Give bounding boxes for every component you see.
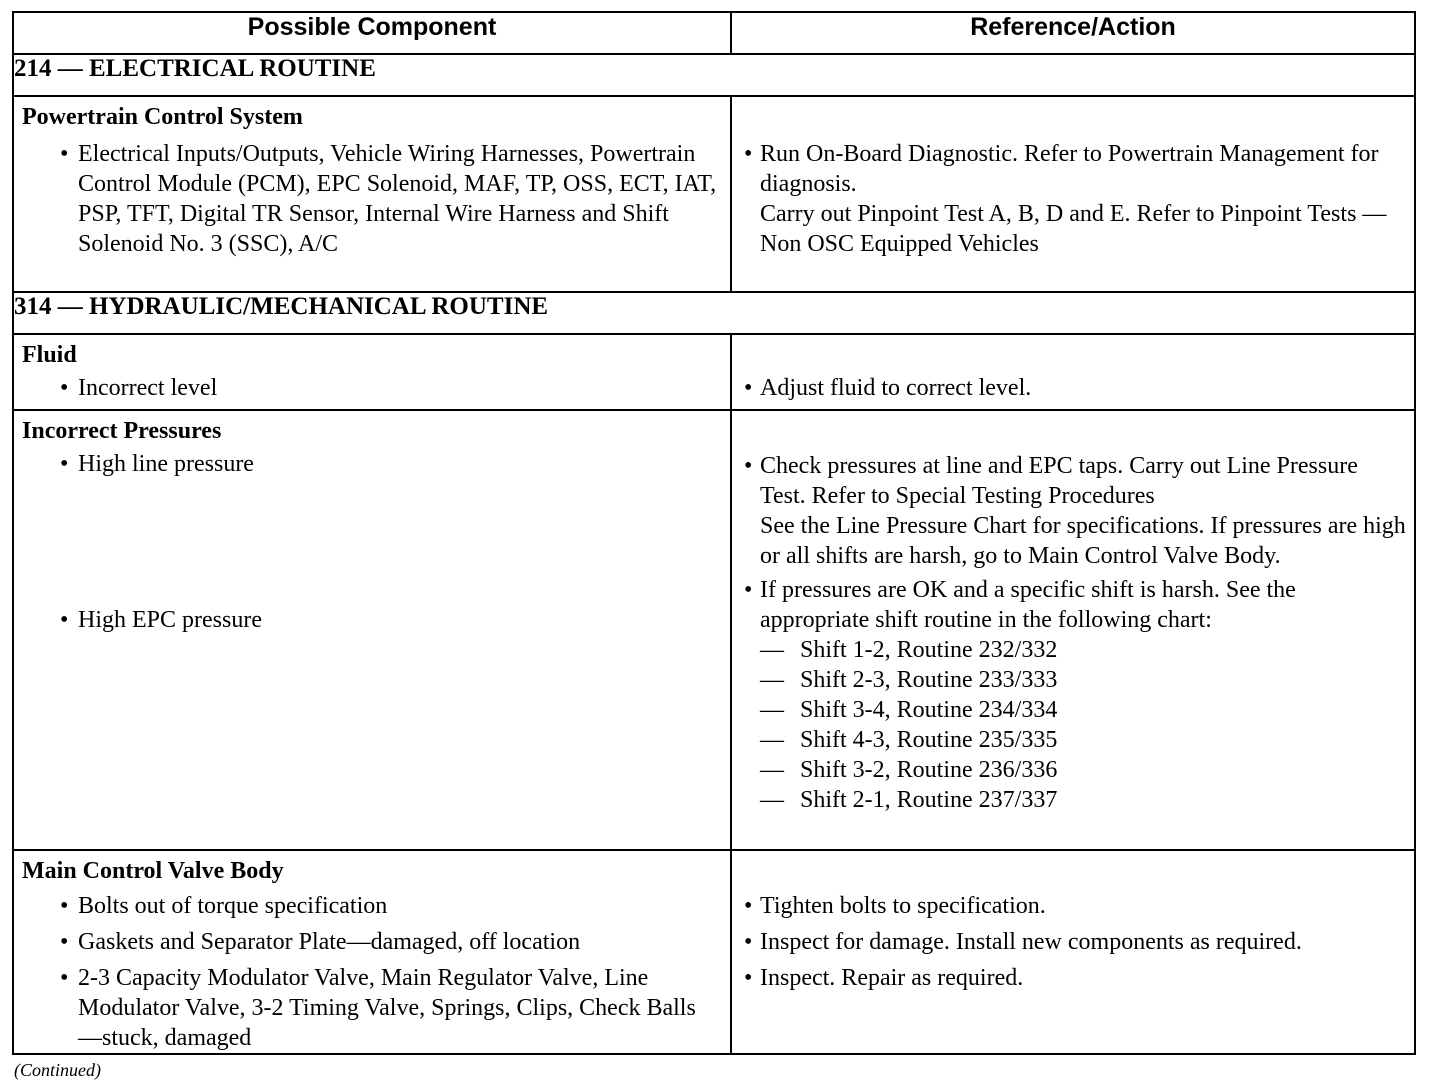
- component-cell: [13, 96, 731, 292]
- list-item: • Incorrect level: [14, 373, 730, 403]
- table-row: [13, 850, 1415, 1054]
- action-text: See the Line Pressure Chart for specifications. If pressures are high or all shifts are harsh, go to Main Control Valve Body.: [760, 513, 1406, 569]
- table-row: [13, 96, 1415, 292]
- table-row: [13, 410, 1415, 850]
- list-item: • 2-3 Capacity Modulator Valve, Main Regulator Valve, Line Modulator Valve, 3-2 Timing Valve, Springs, Clips, Check Balls—stuck, damaged: [14, 963, 730, 1053]
- component-cell: [13, 850, 731, 1054]
- action-text: • Run On-Board Diagnostic. Refer to Powertrain Management for diagnosis.: [760, 141, 1379, 197]
- list-item: • Bolts out of torque specification: [14, 891, 730, 921]
- list-item: [732, 139, 1414, 259]
- action-cell: [731, 850, 1415, 1054]
- list-item: • Gaskets and Separator Plate—damaged, off location: [14, 927, 730, 957]
- shift-routine-item: — Shift 3-2, Routine 236/336: [732, 755, 1414, 785]
- header-reference-action: Reference/Action: [731, 12, 1415, 54]
- continued-note: (Continued): [14, 1060, 101, 1080]
- action-cell: [731, 410, 1415, 850]
- list-item: [732, 451, 1414, 571]
- action-cell: [731, 96, 1415, 292]
- list-item: • Inspect. Repair as required.: [732, 963, 1414, 993]
- section-row: [13, 54, 1415, 96]
- category-fluid: Fluid: [22, 342, 77, 368]
- shift-routine-list: [732, 635, 1414, 815]
- list-item: • If pressures are OK and a specific shift is harsh. See the appropriate shift routine in the following chart:: [732, 575, 1414, 635]
- shift-routine-item: — Shift 2-3, Routine 233/333: [732, 665, 1414, 695]
- diagnostic-table: [12, 11, 1416, 1055]
- category-main-control-valve-body: Main Control Valve Body: [22, 858, 284, 884]
- shift-routine-item: — Shift 4-3, Routine 235/335: [732, 725, 1414, 755]
- action-text: Carry out Pinpoint Test A, B, D and E. Refer to Pinpoint Tests — Non OSC Equipped Vehicles: [760, 201, 1387, 257]
- category-powertrain-control-system: Powertrain Control System: [22, 104, 303, 130]
- table-row: [13, 334, 1415, 410]
- action-cell: [731, 334, 1415, 410]
- shift-routine-item: — Shift 2-1, Routine 237/337: [732, 785, 1414, 815]
- component-cell: [13, 334, 731, 410]
- component-cell: [13, 410, 731, 850]
- list-item: • Tighten bolts to specification.: [732, 891, 1414, 921]
- shift-routine-item: — Shift 3-4, Routine 234/334: [732, 695, 1414, 725]
- action-text: • Check pressures at line and EPC taps. Carry out Line Pressure Test. Refer to Special Testing Procedures: [760, 453, 1358, 509]
- table-header-row: [13, 12, 1415, 54]
- list-item: • Adjust fluid to correct level.: [732, 373, 1414, 403]
- section-row: [13, 292, 1415, 334]
- list-item: • Electrical Inputs/Outputs, Vehicle Wiring Harnesses, Powertrain Control Module (PCM), EPC Solenoid, MAF, TP, OSS, ECT, IAT, PSP, TFT, Digital TR Sensor, Internal Wire Harness and Shift Solenoid No. 3 (SSC), A/C: [14, 139, 730, 259]
- category-incorrect-pressures: Incorrect Pressures: [22, 418, 222, 444]
- list-item: • High line pressure: [14, 449, 730, 479]
- list-item: • Inspect for damage. Install new components as required.: [732, 927, 1414, 957]
- section-hydraulic-mechanical-routine: 314 — HYDRAULIC/MECHANICAL ROUTINE: [13, 292, 1415, 334]
- section-electrical-routine: 214 — ELECTRICAL ROUTINE: [13, 54, 1415, 96]
- header-possible-component: Possible Component: [13, 12, 731, 54]
- shift-routine-item: — Shift 1-2, Routine 232/332: [732, 635, 1414, 665]
- list-item: • High EPC pressure: [14, 605, 730, 635]
